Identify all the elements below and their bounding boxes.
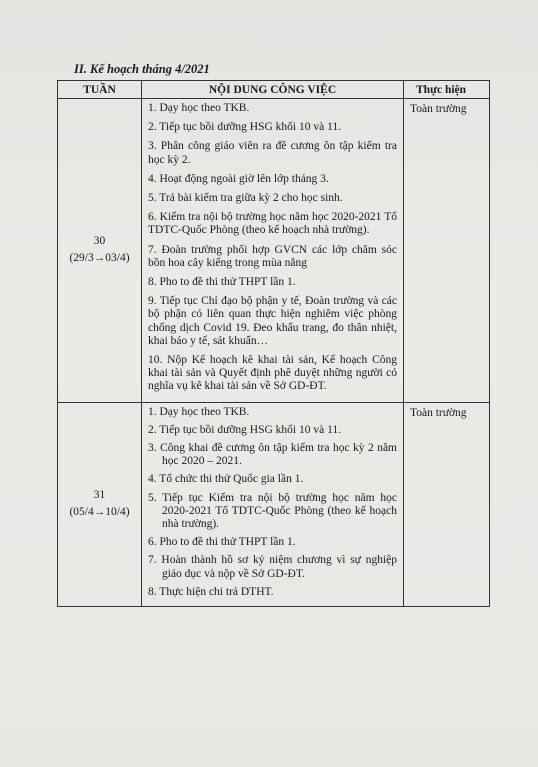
plan-table <box>57 80 490 607</box>
task-item: 2. Tiếp tục bồi dưỡng HSG khối 10 và 11. <box>148 423 342 436</box>
content-cell <box>142 99 404 403</box>
task-item: 4. Tổ chức thi thử Quốc gia lần 1. <box>148 473 304 486</box>
header-content: NỘI DUNG CÔNG VIỆC <box>142 81 404 99</box>
header-week: TUẦN <box>58 81 142 99</box>
task-item: 10. Nộp Kế hoạch kê khai tài sản, Kế hoạch Công khai tài sản và Quyết định phê duyệt những người có nghĩa vụ kê khai tài sản về Sở GD-ĐT. <box>148 354 397 393</box>
task-item: 7. Hoàn thành hồ sơ kỷ niệm chương vì sự nghiệp giáo dục và nộp về Sở GD-ĐT. <box>148 554 397 580</box>
task-item: 7. Đoàn trường phối hợp GVCN các lớp chăm sóc bồn hoa cây kiểng trong mùa nắng <box>148 243 397 269</box>
header-responsible: Thực hiện <box>404 81 490 99</box>
task-item: 8. Thực hiện chi trả DTHT. <box>148 585 274 598</box>
week-cell <box>58 402 142 606</box>
responsible-cell: Toàn trường <box>404 99 490 403</box>
week-number: 30 <box>93 235 106 248</box>
responsible-cell: Toàn trường <box>404 402 490 606</box>
task-list <box>142 403 403 606</box>
task-item: 8. Pho to đề thi thử THPT lần 1. <box>148 276 296 289</box>
task-item: 1. Dạy học theo TKB. <box>148 102 250 114</box>
week-dates: (05/4→10/4) <box>69 506 130 519</box>
week-cell <box>58 99 142 403</box>
task-item: 3. Công khai đề cương ôn tập kiểm tra học kỳ 2 năm học 2020 – 2021. <box>148 442 397 468</box>
table-header-row <box>58 81 490 99</box>
content-cell <box>142 402 404 606</box>
task-item: 4. Hoạt động ngoài giờ lên lớp tháng 3. <box>148 172 329 185</box>
table-row-week-31 <box>58 402 490 606</box>
task-item: 5. Tiếp tục Kiểm tra nội bộ trường học năm học 2020-2021 Tổ TDTC-Quốc Phòng (theo kế hoạch nhà trường). <box>148 491 397 531</box>
week-number: 31 <box>93 489 106 502</box>
task-item: 9. Tiếp tục Chỉ đạo bộ phận y tế, Đoàn trường và các bộ phận có liên quan thực hiện nghiêm việc phòng chống dịch Covid 19. Đeo khẩu trang, đo thân nhiệt, khai báo y tế, sát khuẩn… <box>148 295 397 347</box>
task-item: 2. Tiếp tục bồi dưỡng HSG khối 10 và 11. <box>148 121 342 134</box>
week-dates: (29/3→03/4) <box>69 252 130 265</box>
task-item: 5. Trả bài kiểm tra giữa kỳ 2 cho học sinh. <box>148 192 343 205</box>
section-title: II. Kế hoạch tháng 4/2021 <box>74 62 210 76</box>
task-item: 6. Pho to đề thi thử THPT lần 1. <box>148 536 296 549</box>
table-row-week-30 <box>58 99 490 403</box>
task-item: 1. Dạy học theo TKB. <box>148 405 250 418</box>
task-item: 3. Phân công giáo viên ra đề cương ôn tập kiểm tra học kỳ 2. <box>148 140 397 166</box>
task-item: 6. Kiểm tra nội bộ trường học năm học 2020-2021 Tổ TDTC-Quốc Phòng (theo kế hoạch nhà trường). <box>148 211 397 237</box>
task-list <box>142 99 403 402</box>
